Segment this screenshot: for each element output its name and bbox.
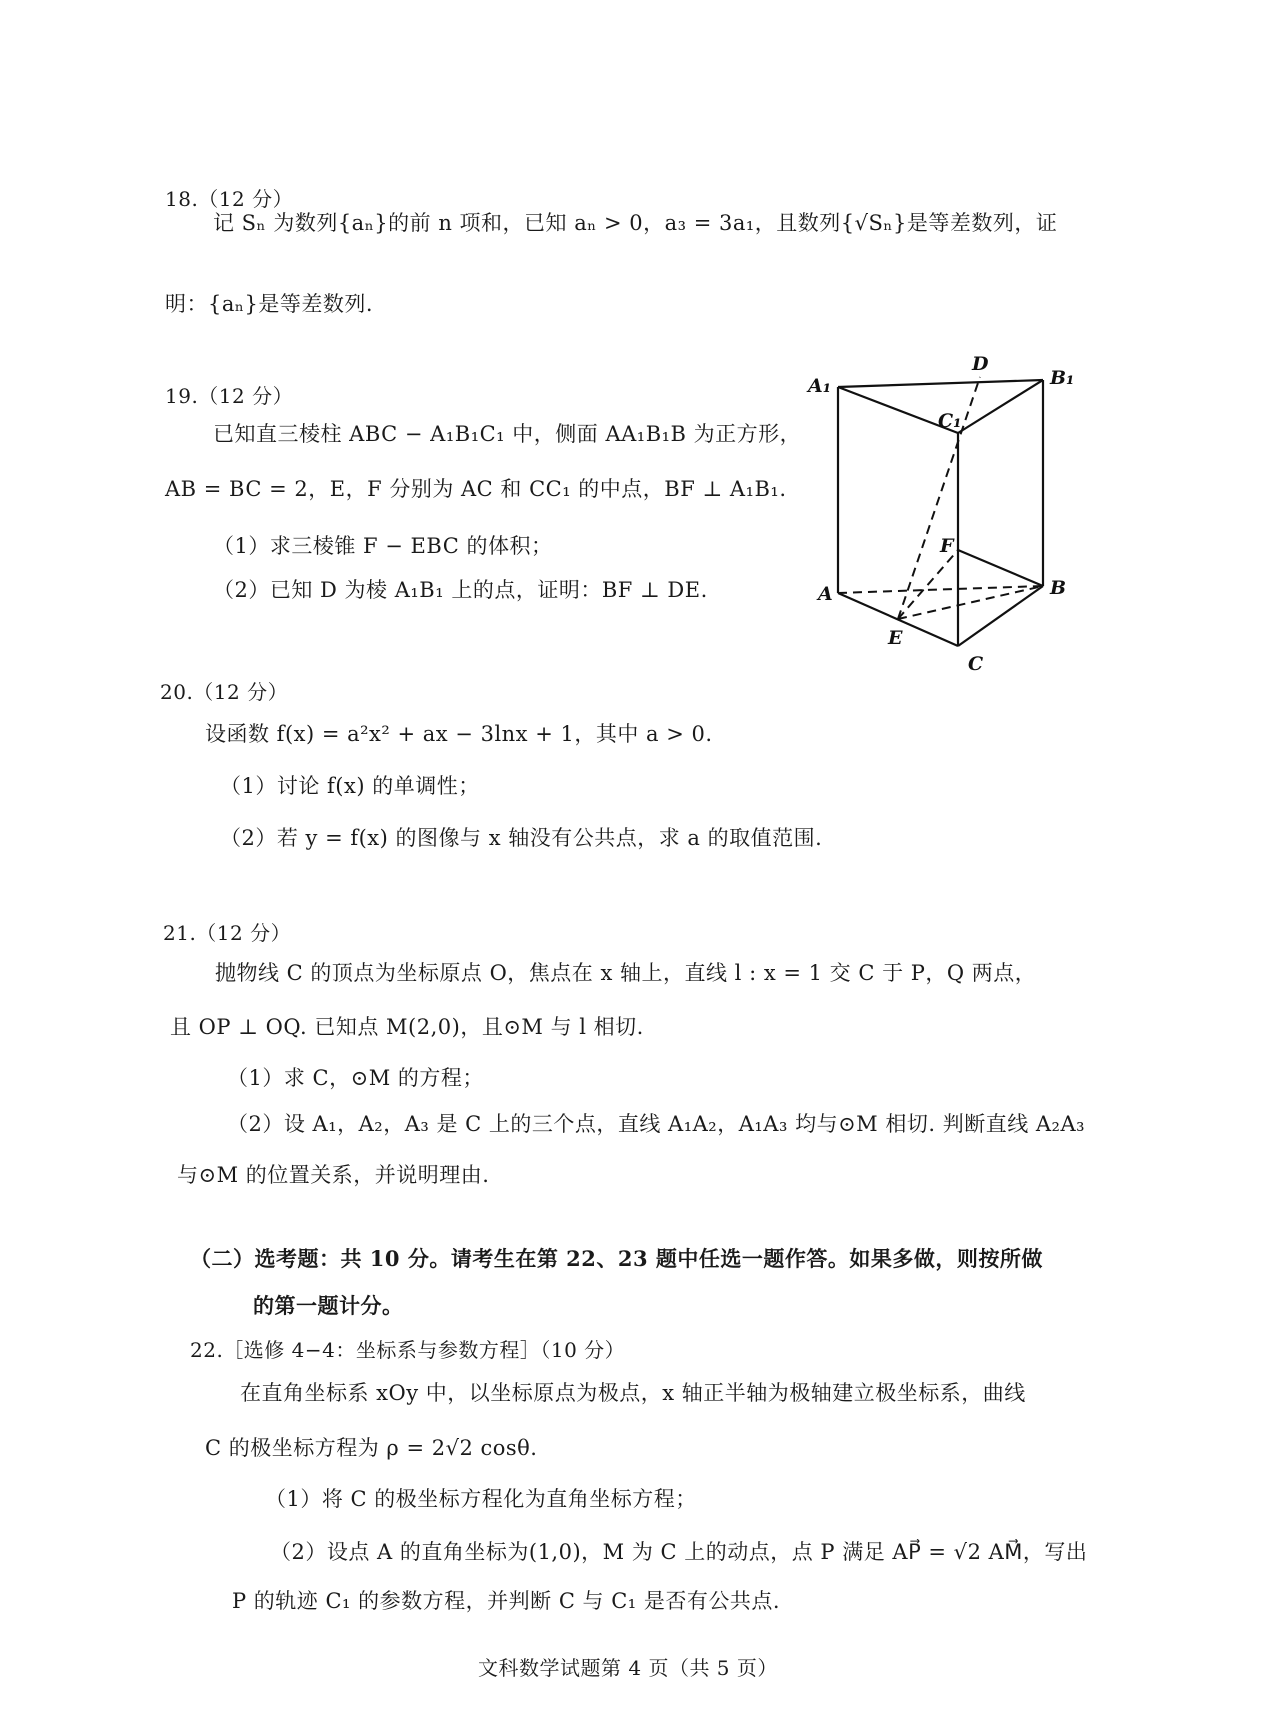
q19-part1: （1）求三棱锥 F − EBC 的体积； [213, 534, 553, 558]
label-b: B [1050, 577, 1067, 599]
label-e: E [888, 627, 903, 649]
q22-text-line2: C 的极坐标方程为 ρ = 2√2 cosθ. [205, 1436, 538, 1460]
q21-text-line1: 抛物线 C 的顶点为坐标原点 O，焦点在 x 轴上，直线 l : x = 1 交 C 于 P，Q 两点， [215, 961, 1037, 985]
q20-text-line1: 设函数 f(x) = a²x² + ax − 3lnx + 1，其中 a > 0. [205, 722, 713, 746]
q22-text-line1: 在直角坐标系 xOy 中，以坐标原点为极点，x 轴正半轴为极轴建立极坐标系，曲线 [240, 1381, 1026, 1405]
q22-header: 22.［选修 4−4：坐标系与参数方程］（10 分） [190, 1338, 626, 1362]
q18-text-line2: 明：{aₙ}是等差数列. [165, 292, 374, 316]
section2-line1: （二）选考题：共 10 分。请考生在第 22、23 题中任选一题作答。如果多做，则按所做 [190, 1246, 1043, 1271]
edge-c1-b1 [958, 380, 1043, 433]
page-footer: 文科数学试题第 4 页（共 5 页） [478, 1656, 778, 1680]
edge-a1-b1 [838, 380, 1043, 387]
section2-line2: 的第一题计分。 [253, 1293, 404, 1318]
q22-part1: （1）将 C 的极坐标方程化为直角坐标方程； [265, 1487, 697, 1511]
label-f: F [940, 535, 954, 557]
q22-part2: （2）设点 A 的直角坐标为(1,0)，M 为 C 上的动点，点 P 满足 AP⃗ = √2 AM⃗，写出 [270, 1540, 1088, 1564]
q19-text-line2: AB = BC = 2，E，F 分别为 AC 和 CC₁ 的中点，BF ⊥ A₁B₁. [165, 477, 787, 501]
prism-figure [800, 350, 1100, 680]
edge-f-b [958, 550, 1043, 586]
q21-part2: （2）设 A₁，A₂，A₃ 是 C 上的三个点，直线 A₁A₂，A₁A₃ 均与⊙M 相切. 判断直线 A₂A₃ [227, 1112, 1086, 1136]
q22-part2-cont: P 的轨迹 C₁ 的参数方程，并判断 C 与 C₁ 是否有公共点. [232, 1589, 781, 1613]
edge-a-b-hidden [838, 586, 1043, 593]
label-c: C [968, 653, 984, 675]
q20-part2: （2）若 y = f(x) 的图像与 x 轴没有公共点，求 a 的取值范围. [220, 826, 823, 850]
q18-header: 18.（12 分） [165, 187, 294, 211]
label-d: D [972, 353, 989, 375]
q20-part1: （1）讨论 f(x) 的单调性； [220, 774, 480, 798]
q19-text-line1: 已知直三棱柱 ABC − A₁B₁C₁ 中，侧面 AA₁B₁B 为正方形， [213, 422, 802, 446]
q18-text-line1: 记 Sₙ 为数列{aₙ}的前 n 项和，已知 aₙ > 0，a₃ = 3a₁，且数列{√Sₙ}是等差数列，证 [213, 211, 1058, 235]
q19-part2: （2）已知 D 为棱 A₁B₁ 上的点，证明：BF ⊥ DE. [213, 578, 708, 602]
q21-text-line2: 且 OP ⊥ OQ. 已知点 M(2,0)，且⊙M 与 l 相切. [170, 1015, 644, 1039]
label-a: A [818, 583, 833, 605]
q21-part1: （1）求 C，⊙M 的方程； [227, 1066, 484, 1090]
q21-part2-cont: 与⊙M 的位置关系，并说明理由. [177, 1163, 490, 1187]
label-b1: B₁ [1050, 367, 1075, 389]
label-a1: A₁ [808, 375, 832, 397]
q19-header: 19.（12 分） [165, 384, 294, 408]
label-c1: C₁ [938, 410, 962, 432]
q21-header: 21.（12 分） [163, 921, 292, 945]
edge-e-f-hidden [898, 550, 958, 619]
q20-header: 20.（12 分） [160, 680, 289, 704]
